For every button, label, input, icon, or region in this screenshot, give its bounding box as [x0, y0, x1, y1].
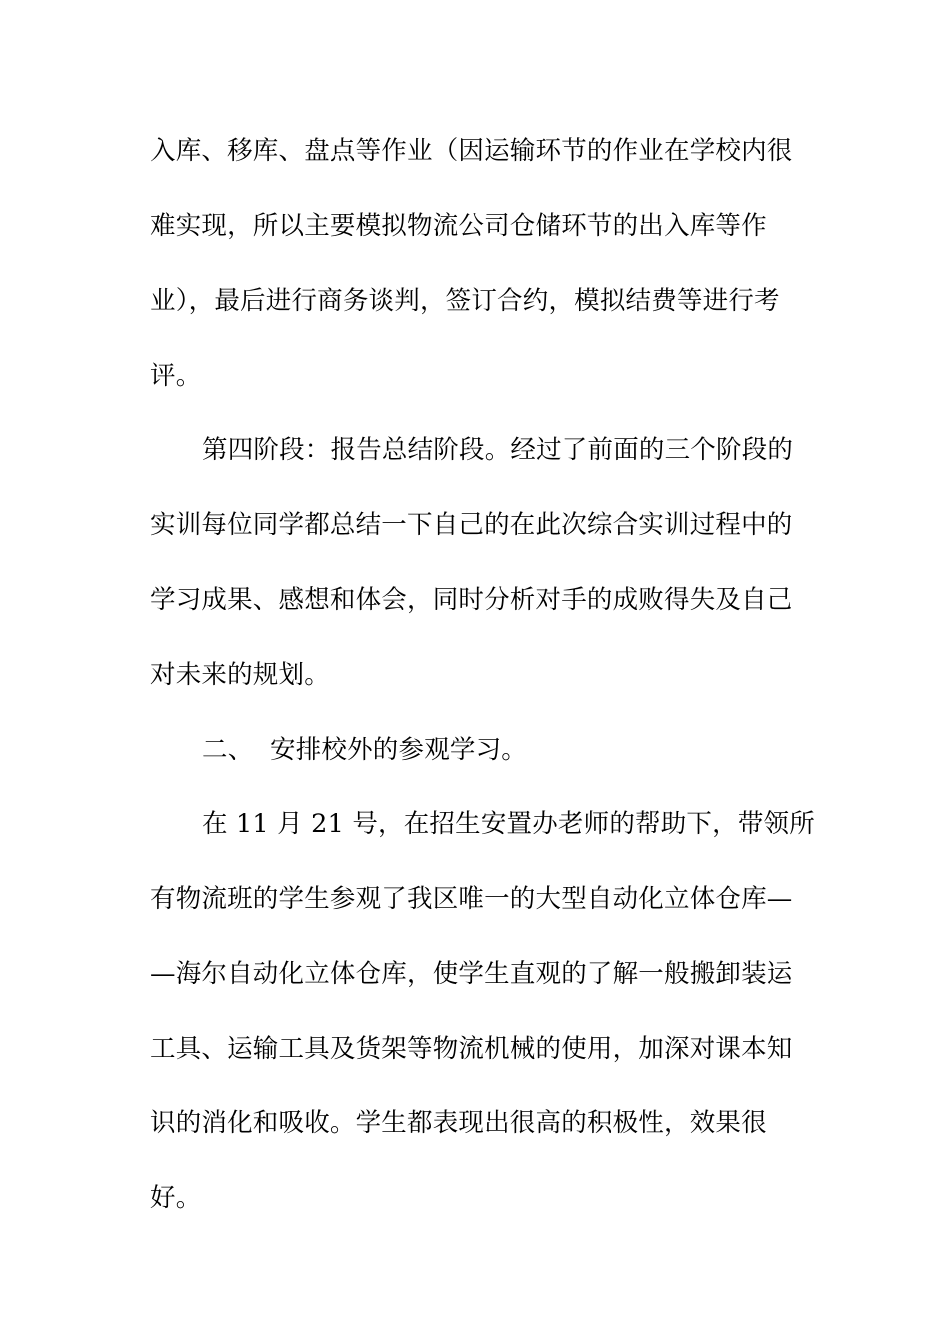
text-line: 难实现，所以主要模拟物流公司仓储环节的出入库等作: [150, 211, 767, 241]
text-line: 实训每位同学都总结一下自己的在此次综合实训过程中的: [150, 510, 793, 540]
paragraph-start-line: 第四阶段：报告总结阶段。经过了前面的三个阶段的: [202, 435, 794, 465]
text-line: 评。: [150, 361, 202, 391]
text-line: 好。: [150, 1183, 202, 1213]
paragraph-start-line: 在 11 月 21 号，在招生安置办老师的帮助下，带领所: [202, 809, 815, 839]
text-line: 识的消化和吸收。学生都表现出很高的积极性，效果很: [150, 1108, 767, 1138]
text-line: —海尔自动化立体仓库，使学生直观的了解一般搬卸装运: [150, 959, 793, 989]
text-line: 业），最后进行商务谈判，签订合约，模拟结费等进行考: [150, 286, 780, 316]
text-line: 学习成果、感想和体会，同时分析对手的成败得失及自己: [150, 585, 793, 615]
text-line: 有物流班的学生参观了我区唯一的大型自动化立体仓库—: [150, 884, 793, 914]
text-line: 对未来的规划。: [150, 660, 330, 690]
text-line: 入库、移库、盘点等作业（因运输环节的作业在学校内很: [150, 136, 793, 166]
text-line: 工具、运输工具及货架等物流机械的使用，加深对课本知: [150, 1034, 793, 1064]
section-heading: 二、 安排校外的参观学习。: [202, 735, 528, 765]
